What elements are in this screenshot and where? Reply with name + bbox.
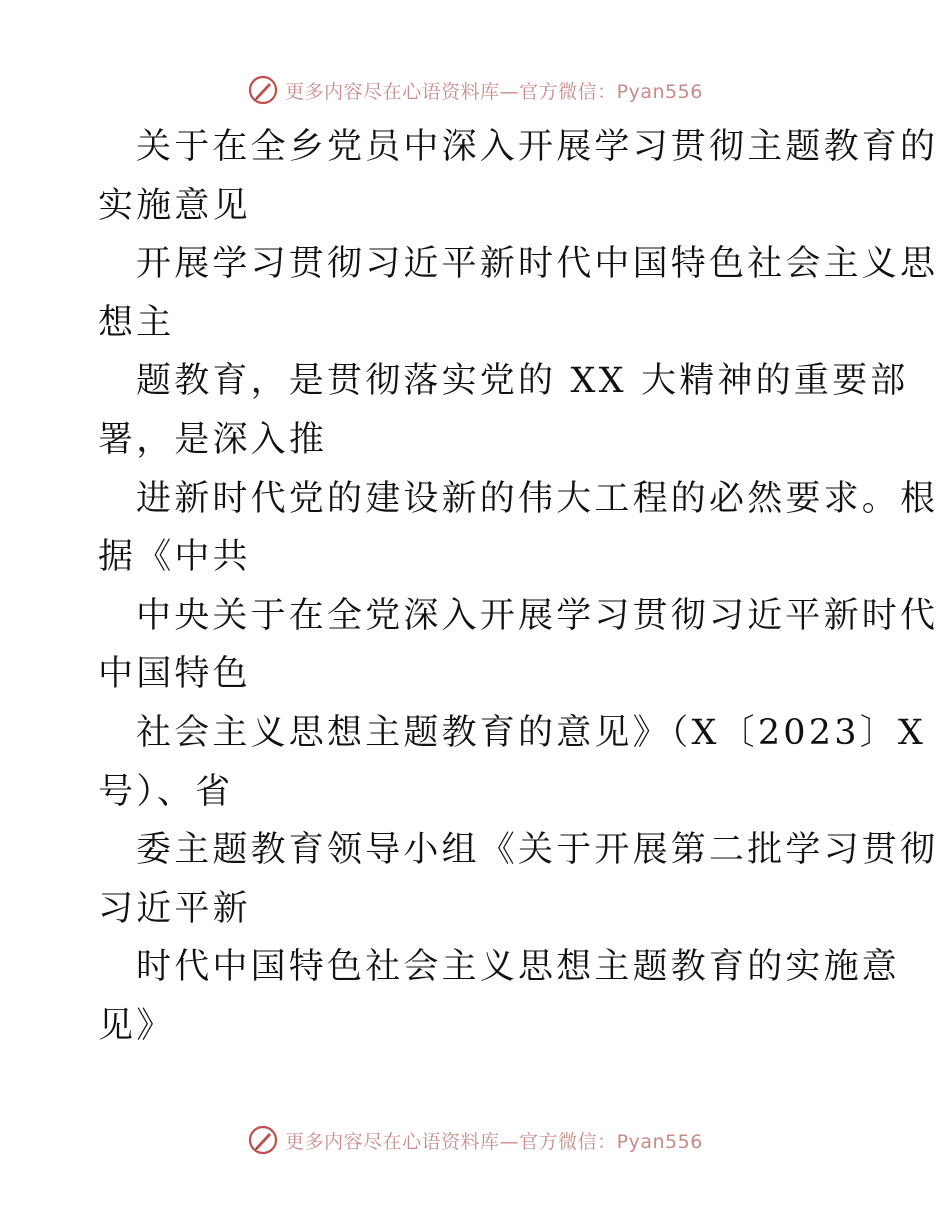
text-line: 想主 xyxy=(98,302,175,343)
text-line: 题教育，是贯彻落实党的 XX 大精神的重要部 xyxy=(136,361,909,402)
quill-pen-icon xyxy=(247,74,279,106)
text-line: 委主题教育领导小组《关于开展第二批学习贯彻 xyxy=(136,830,939,871)
text-line: 开展学习贯彻习近平新时代中国特色社会主义思 xyxy=(136,244,939,285)
document-body xyxy=(98,118,939,1056)
text-line: 习近平新 xyxy=(98,888,251,929)
text-line: 进新时代党的建设新的伟大工程的必然要求。根 xyxy=(136,478,939,519)
text-line: 时代中国特色社会主义思想主题教育的实施意 xyxy=(136,947,901,988)
text-line: 社会主义思想主题教育的意见》（X〔2023〕X xyxy=(136,712,927,753)
text-line: 中央关于在全党深入开展学习贯彻习近平新时代 xyxy=(136,595,939,636)
text-line: 中国特色 xyxy=(98,654,251,695)
text-line: 见》 xyxy=(98,1005,175,1046)
text-line: 署，是深入推 xyxy=(98,419,328,460)
header-watermark xyxy=(0,74,950,106)
watermark-text: 更多内容尽在心语资料库—官方微信：Pyan556 xyxy=(285,80,703,103)
text-line: 号）、省 xyxy=(98,771,234,812)
footer-watermark xyxy=(0,1124,950,1156)
text-line: 据《中共 xyxy=(98,537,251,578)
text-line: 实施意见 xyxy=(98,185,251,226)
quill-pen-icon xyxy=(247,1124,279,1156)
watermark-text: 更多内容尽在心语资料库—官方微信：Pyan556 xyxy=(285,1130,703,1153)
text-line: 关于在全乡党员中深入开展学习贯彻主题教育的 xyxy=(136,127,939,167)
